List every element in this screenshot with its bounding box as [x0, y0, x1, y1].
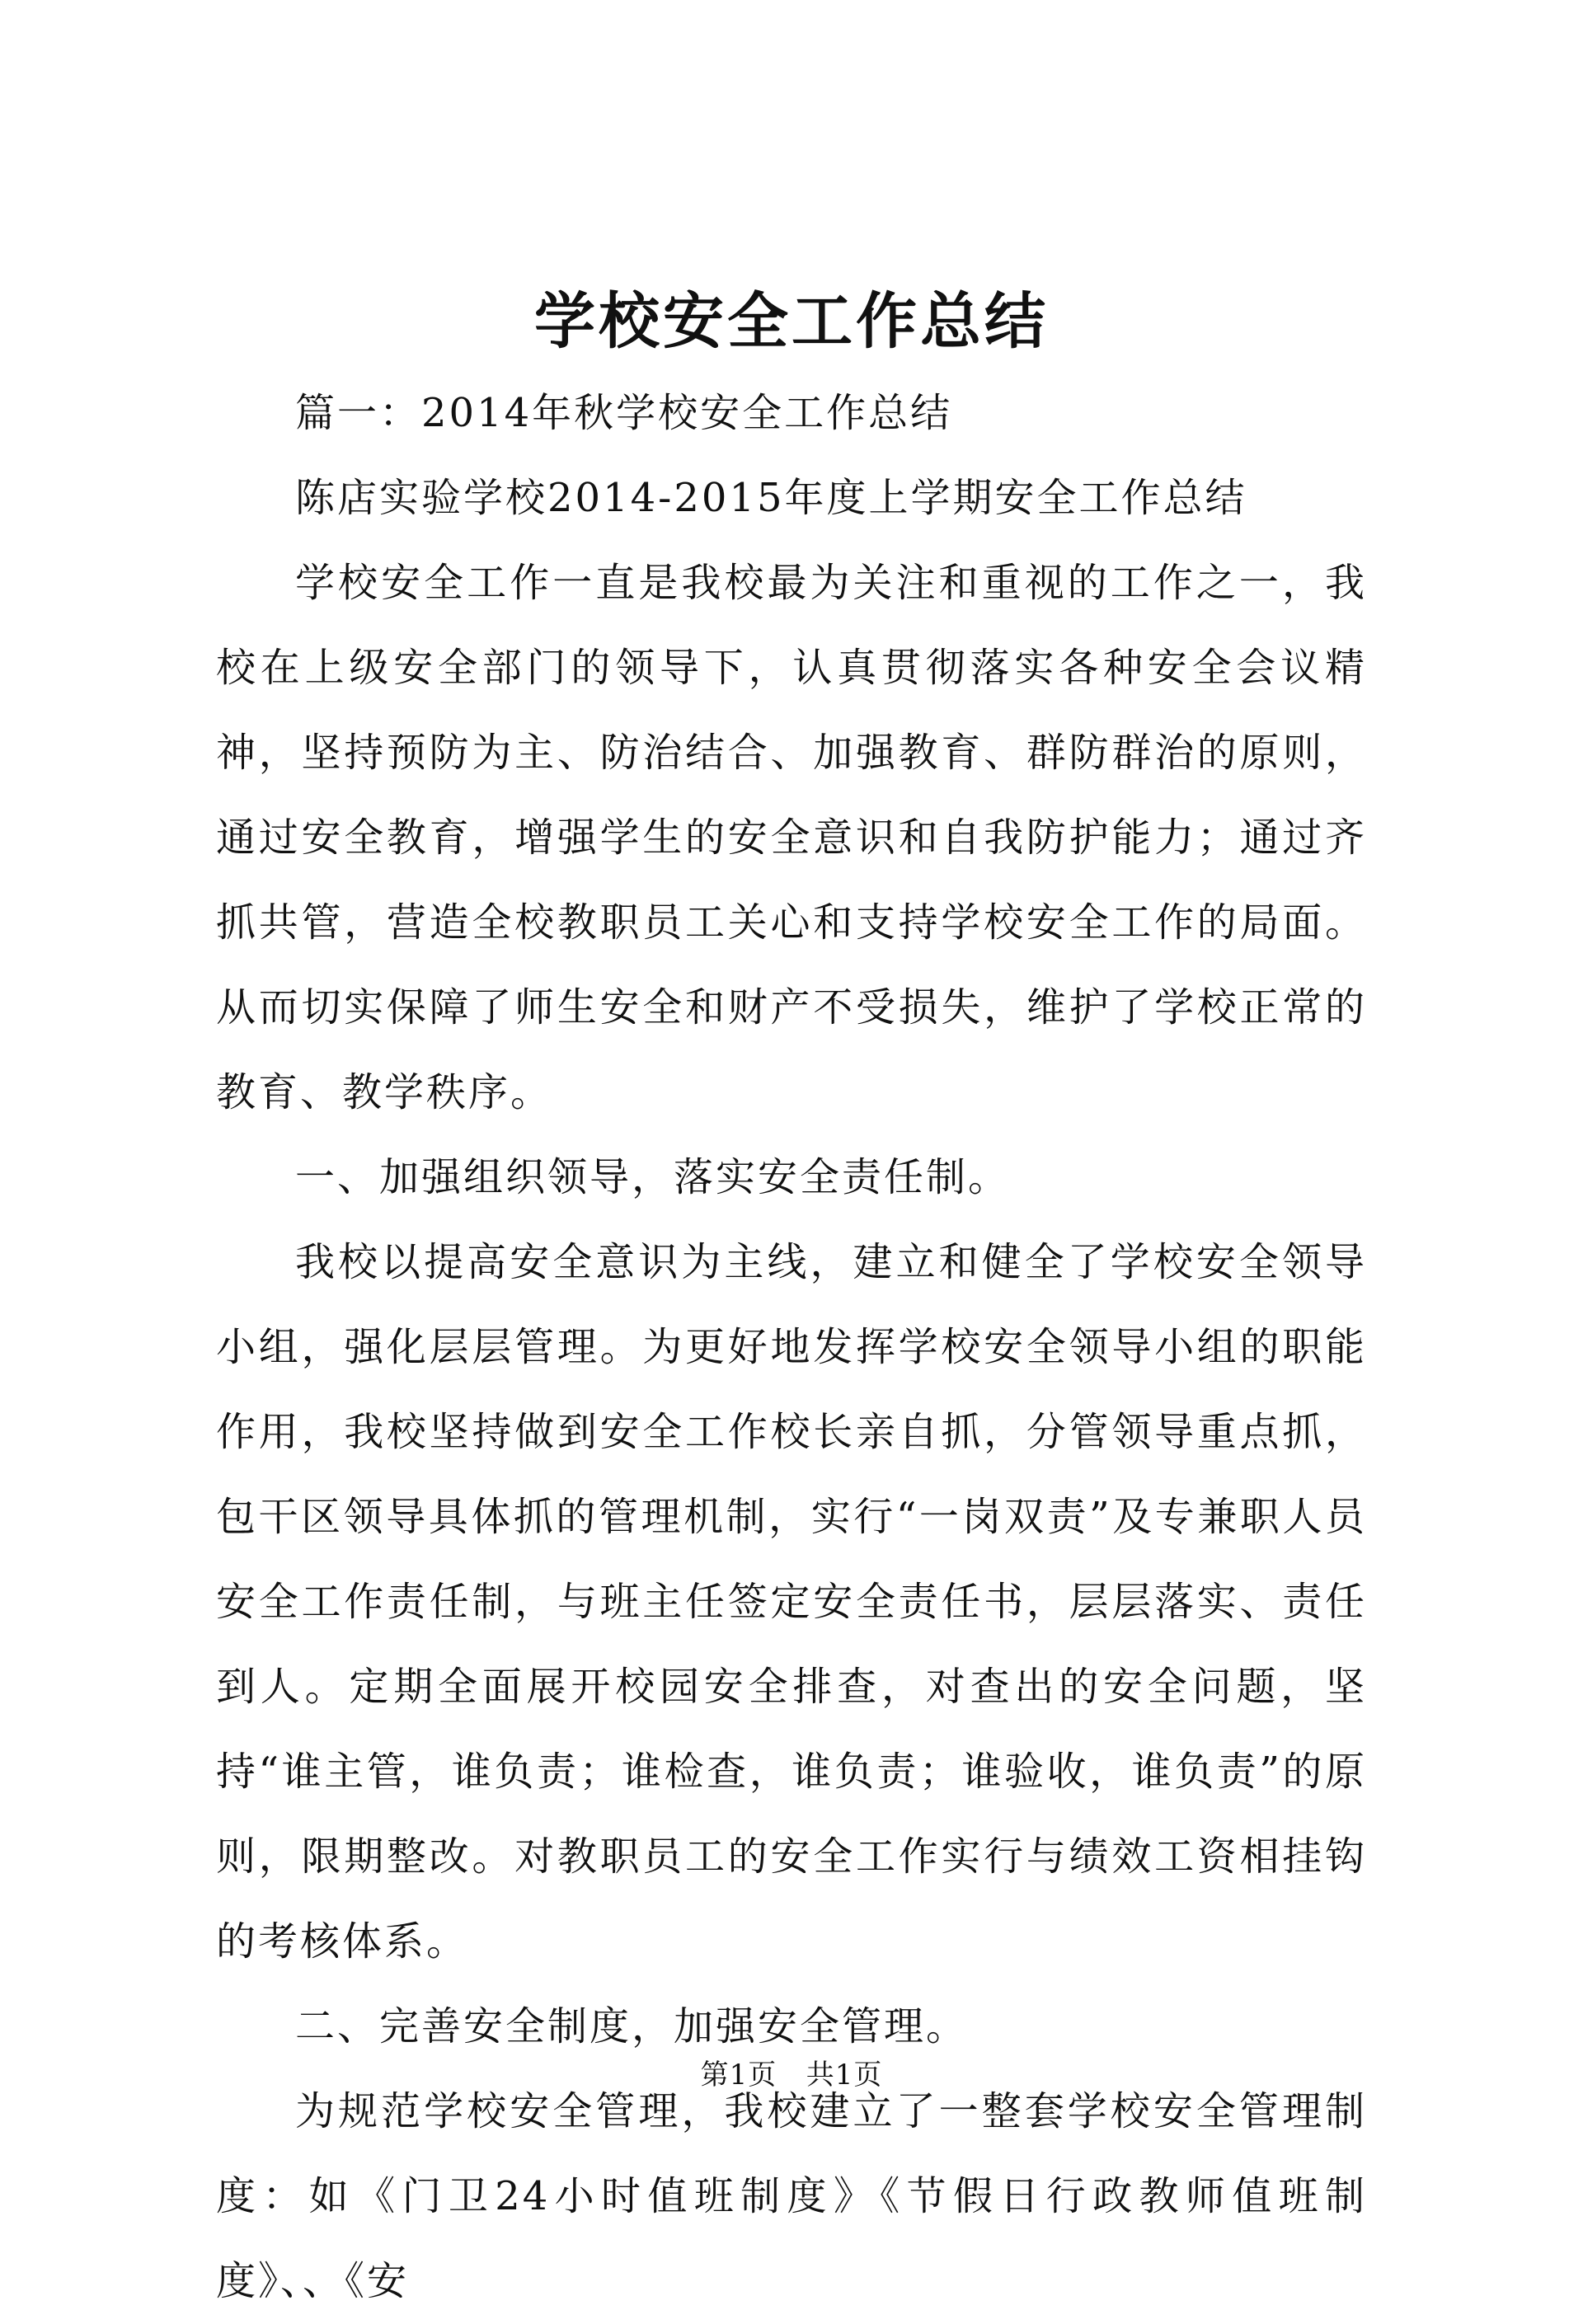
heading-two: 二、完善安全制度，加强安全管理。	[295, 2003, 969, 2049]
page-number: 第1页	[700, 2059, 777, 2092]
body-paragraph: 我校以提高安全意识为主线，建立和健全了学校安全领导小组，强化层层管理。为更好地发挥学校安全领导小组的职能作用，我校坚持做到安全工作校长亲自抓，分管领导重点抓，包干区领导具体抓的管理机制，实行“一岗双责”及专兼职人员安全工作责任制，与班主任签定安全责任书，层层落实、责任到人。定期全面展开校园安全排查，对查出的安全问题，坚持“谁主管，谁负责；谁检查，谁负责；谁验收，谁负责”的原则，限期整改。对教职员工的安全工作实行与绩效工资相挂钩的考核体系。	[216, 1239, 1367, 1965]
footer-spacer	[787, 2059, 796, 2092]
page-total: 共1页	[806, 2059, 883, 2092]
intro-paragraph: 学校安全工作一直是我校最为关注和重视的工作之一，我校在上级安全部门的领导下，认真贯彻落实各种安全会议精神，坚持预防为主、防治结合、加强教育、群防群治的原则，通过安全教育，增强学生的安全意识和自我防护能力；通过齐抓共管，营造全校教职员工关心和支持学校安全工作的局面。从而切实保障了师生安全和财产不受损失，维护了学校正常的教育、教学秩序。	[216, 560, 1367, 1115]
page-footer	[0, 2054, 1583, 2096]
body-paragraph: 为规范学校安全管理，我校建立了一整套学校安全管理制度：如《门卫24小时值班制度》《节假日行政教师值班制度》、、《安	[216, 2088, 1367, 2304]
document-title: 学校安全工作总结	[534, 286, 1049, 357]
section-heading: 篇一：2014年秋学校安全工作总结	[295, 390, 953, 436]
subtitle-paragraph: 陈店实验学校2014-2015年度上学期安全工作总结	[295, 475, 1247, 521]
heading-one: 一、加强组织领导，落实安全责任制。	[295, 1154, 1011, 1200]
document-body	[216, 371, 1367, 2324]
